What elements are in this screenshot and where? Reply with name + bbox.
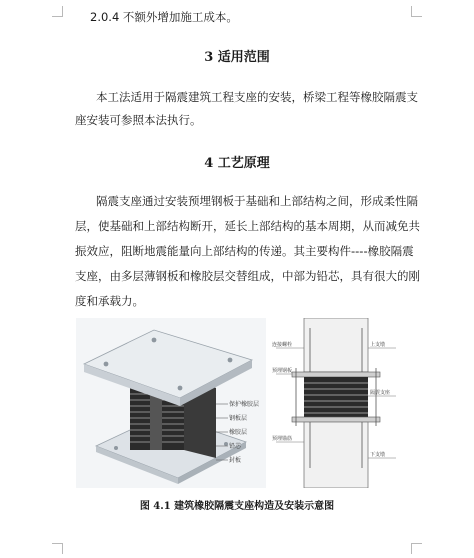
label-lower-pier: 下支墩 <box>370 452 386 458</box>
section-2-item-4: 2.0.4 不额外增加施工成本。 <box>90 10 238 24</box>
figure-caption: 图 4.1 建筑橡胶隔震支座构造及安装示意图 <box>139 501 335 512</box>
label-lead-core: 铅芯 <box>229 443 242 450</box>
section-4-line-5: 度和承载力。 <box>75 294 144 308</box>
crop-mark-top-left <box>52 6 63 17</box>
lower-pier <box>304 422 368 488</box>
bearing-3d-illustration <box>76 318 266 488</box>
section-4-line-1: 隔震支座通过安装预埋钢板于基础和上部结构之间，形成柔性隔 <box>96 194 418 208</box>
upper-pier <box>304 318 368 372</box>
label-protective-rubber: 保护橡胶层 <box>229 401 260 408</box>
section-4-line-4: 支座，由多层薄钢板和橡胶层交替组成，中部为铅芯，具有很大的刚 <box>75 269 420 283</box>
label-isolation-bearing: 隔震支座 <box>370 390 391 396</box>
section-4-heading: 4 工艺原理 <box>204 156 270 171</box>
section-3-heading: 3 适用范围 <box>204 50 270 65</box>
installation-schematic <box>270 318 402 488</box>
crop-mark-top-right <box>411 6 422 17</box>
bearing-3d-svg <box>76 318 266 488</box>
section-3-line-1: 本工法适用于隔震建筑工程支座的安装，桥梁工程等橡胶隔震支 <box>96 90 418 104</box>
section-4-line-2: 层，使基础和上部结构断开，延长上部结构的基本周期，从而减免共 <box>75 219 420 233</box>
section-3-line-2: 座安装可参照本法执行。 <box>75 113 202 127</box>
label-embedded-plate: 预埋钢板 <box>272 368 293 374</box>
crop-mark-bottom-left <box>52 543 63 554</box>
installation-schematic-svg <box>270 318 402 488</box>
label-embedded-anchor: 预埋锚筋 <box>272 436 293 442</box>
label-steel-layer: 钢板层 <box>229 415 248 422</box>
label-rubber-layer: 橡胶层 <box>229 429 248 436</box>
label-cover-plate: 封板 <box>229 457 242 464</box>
crop-mark-bottom-right <box>411 543 422 554</box>
section-4-line-3: 振效应，阻断地震能量向上部结构的传递。其主要构件----橡胶隔震 <box>75 244 414 258</box>
label-upper-pier: 上支墩 <box>370 342 386 348</box>
label-connection-bolt: 连接螺栓 <box>272 342 293 348</box>
